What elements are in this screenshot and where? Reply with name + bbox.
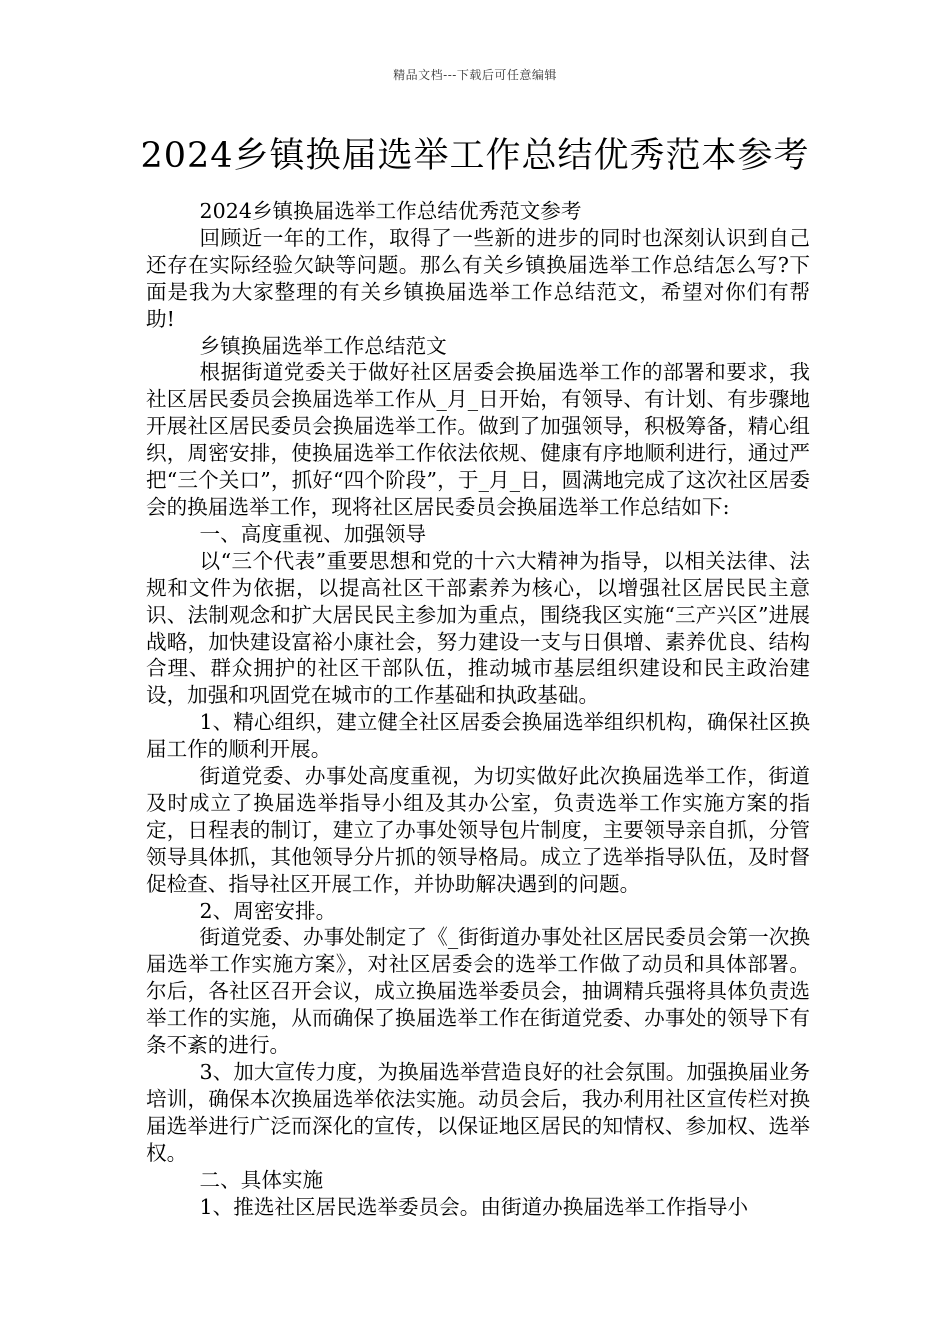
paragraph: 2、周密安排。 xyxy=(199,898,337,923)
paragraph: 根据街道党委关于做好社区居委会换届选举工作的部署和要求，我社区居民委员会换届选举工作从_月_日开始，有领导、有计划、有步骤地开展社区居民委员会换届选举工作。做到了加强领导，积极筹备，精心组织，周密安排，使换届选举工作依法依规、健康有序地顺利进行，通过严把“三个关口”，抓好“四个阶段”，于_月_日，圆满地完成了这次社区居委会的换届选举工作，现将社区居民委员会换届选举工作总结如下: xyxy=(146,360,810,519)
paragraph: 街道党委、办事处制定了《_街街道办事处社区居民委员会第一次换届选举工作实施方案》，对社区居委会的选举工作做了动员和具体部署。尔后，各社区召开会议，成立换届选举委员会，抽调精兵强将具体负责选举工作的实施，从而确保了换届选举工作在街道党委、办事处的领导下有条不紊的进行。 xyxy=(146,925,810,1058)
paragraph: 3、加大宣传力度，为换届选举营造良好的社会氛围。加强换届业务培训，确保本次换届选举依法实施。动员会后，我办利用社区宣传栏对换届选举进行广泛而深化的宣传，以保证地区居民的知情权、参加权、选举权。 xyxy=(146,1060,810,1165)
header-note: 精品文档---下载后可任意编辑 xyxy=(393,68,557,82)
paragraph: 街道党委、办事处高度重视，为切实做好此次换届选举工作，街道及时成立了换届选举指导小组及其办公室，负责选举工作实施方案的指定，日程表的制订，建立了办事处领导包片制度，主要领导亲自抓，分管领导具体抓，其他领导分片抓的领导格局。成立了选举指导队伍，及时督促检查、指导社区开展工作，并协助解决遇到的问题。 xyxy=(146,764,810,896)
document-body xyxy=(146,198,810,1220)
paragraph-section-heading: 乡镇换届选举工作总结范文 xyxy=(199,333,447,358)
paragraph: 1、精心组织，建立健全社区居委会换届选举组织机构，确保社区换届工作的顺利开展。 xyxy=(146,710,810,762)
document-title: 2024乡镇换届选举工作总结优秀范本参考 xyxy=(140,136,810,176)
paragraph: 1、推选社区居民选举委员会。由街道办换届选举工作指导小 xyxy=(199,1194,749,1219)
paragraph-heading-1: 一、高度重视、加强领导 xyxy=(199,521,427,546)
paragraph-subtitle: 2024乡镇换届选举工作总结优秀范文参考 xyxy=(199,199,582,223)
paragraph-intro: 回顾近一年的工作，取得了一些新的进步的同时也深刻认识到自己还存在实际经验欠缺等问题。那么有关乡镇换届选举工作总结怎么写?下面是我为大家整理的有关乡镇换届选举工作总结范文，希望对你们有帮助! xyxy=(146,225,810,331)
paragraph-heading-2: 二、具体实施 xyxy=(199,1167,324,1192)
paragraph: 以“三个代表”重要思想和党的十六大精神为指导，以相关法律、法规和文件为依据，以提高社区干部素养为核心，以增强社区居民民主意识、法制观念和扩大居民民主参加为重点，围绕我区实施“三产兴区”进展战略，加快建设富裕小康社会，努力建设一支与日俱增、素养优良、结构合理、群众拥护的社区干部队伍，推动城市基层组织建设和民主政治建设，加强和巩固党在城市的工作基础和执政基础。 xyxy=(146,548,810,708)
